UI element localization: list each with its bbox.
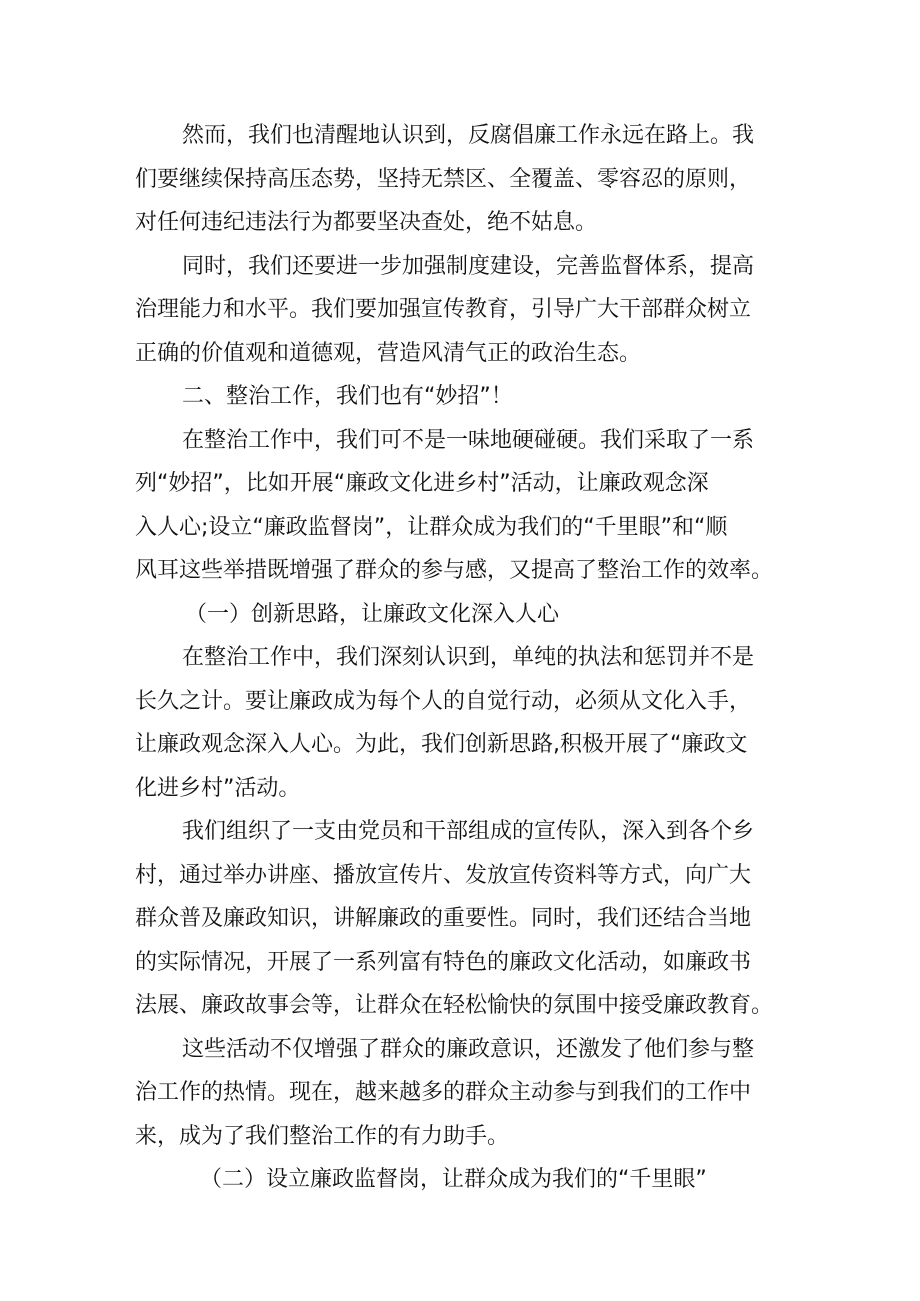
text-line: 化进乡村”活动。 — [135, 775, 301, 801]
subheading-2 — [135, 1158, 795, 1202]
text-line: 在整治工作中，我们深刻认识到，单纯的执法和惩罚并不是 — [182, 645, 755, 670]
document-body — [135, 114, 795, 1202]
text-line: 群众普及廉政知识，讲解廉政的重要性。同时，我们还结合当地 — [135, 906, 752, 931]
text-line: 的实际情况，开展了一系列富有特色的廉政文化活动，如廉政书 — [135, 949, 752, 975]
heading-line: （二）设立廉政监督岗，让群众成为我们的“千里眼” — [200, 1167, 707, 1192]
paragraph-1 — [135, 114, 795, 245]
text-line: 这些活动不仅增强了群众的廉政意识，还激发了他们参与整 — [182, 1036, 755, 1062]
text-line: 对任何违纪违法行为都要坚决查处，绝不姑息。 — [135, 210, 598, 235]
text-line: 让廉政观念深入人心。为此，我们创新思路,积极开展了“廉政文 — [135, 732, 748, 757]
text-line: 然而，我们也清醒地认识到，反腐倡廉工作永远在路上。我 — [182, 123, 755, 148]
text-line: 我们组织了一支由党员和干部组成的宣传队，深入到各个乡 — [182, 819, 755, 844]
text-line: 治理能力和水平。我们要加强宣传教育，引导广大干部群众树立 — [135, 297, 752, 322]
paragraph-6 — [135, 1028, 795, 1159]
text-line: 治工作的热情。现在，越来越多的群众主动参与到我们的工作中 — [135, 1080, 752, 1105]
text-line: 正确的价值观和道德观，营造风清气正的政治生态。 — [135, 340, 642, 366]
text-line: 列“妙招”，比如开展“廉政文化进乡村”活动，让廉政观念深 — [135, 471, 709, 496]
text-line: 村，通过举办讲座、播放宣传片、发放宣传资料等方式，向广大 — [135, 862, 752, 888]
text-line: 入人心;设立“廉政监督岗”，让群众成为我们的“千里眼”和“顺 — [135, 514, 728, 540]
text-line: 们要继续保持高压态势，坚持无禁区、全覆盖、零容忍的原则， — [135, 166, 752, 192]
text-line: 来，成为了我们整治工作的有力助手。 — [135, 1123, 510, 1149]
text-line: 风耳这些举措既增强了群众的参与感，又提高了整治工作的效率。 — [135, 558, 774, 583]
paragraph-4 — [135, 636, 795, 810]
paragraph-3 — [135, 419, 795, 593]
heading-line: （一）创新思路，让廉政文化深入人心 — [185, 601, 560, 627]
heading-line: 二、整治工作，我们也有“妙招”！ — [182, 384, 513, 409]
text-line: 法展、廉政故事会等，让群众在轻松愉快的氛围中接受廉政教育。 — [135, 993, 774, 1018]
paragraph-2 — [135, 245, 795, 376]
text-line: 长久之计。要让廉政成为每个人的自觉行动，必须从文化入手， — [135, 688, 752, 714]
paragraph-5 — [135, 810, 795, 1028]
text-line: 在整治工作中，我们可不是一味地硬碰硬。我们采取了一系 — [182, 427, 755, 453]
subheading-1 — [135, 593, 795, 637]
section-heading-2 — [135, 375, 795, 419]
text-line: 同时，我们还要进一步加强制度建设，完善监督体系，提高 — [182, 253, 755, 279]
